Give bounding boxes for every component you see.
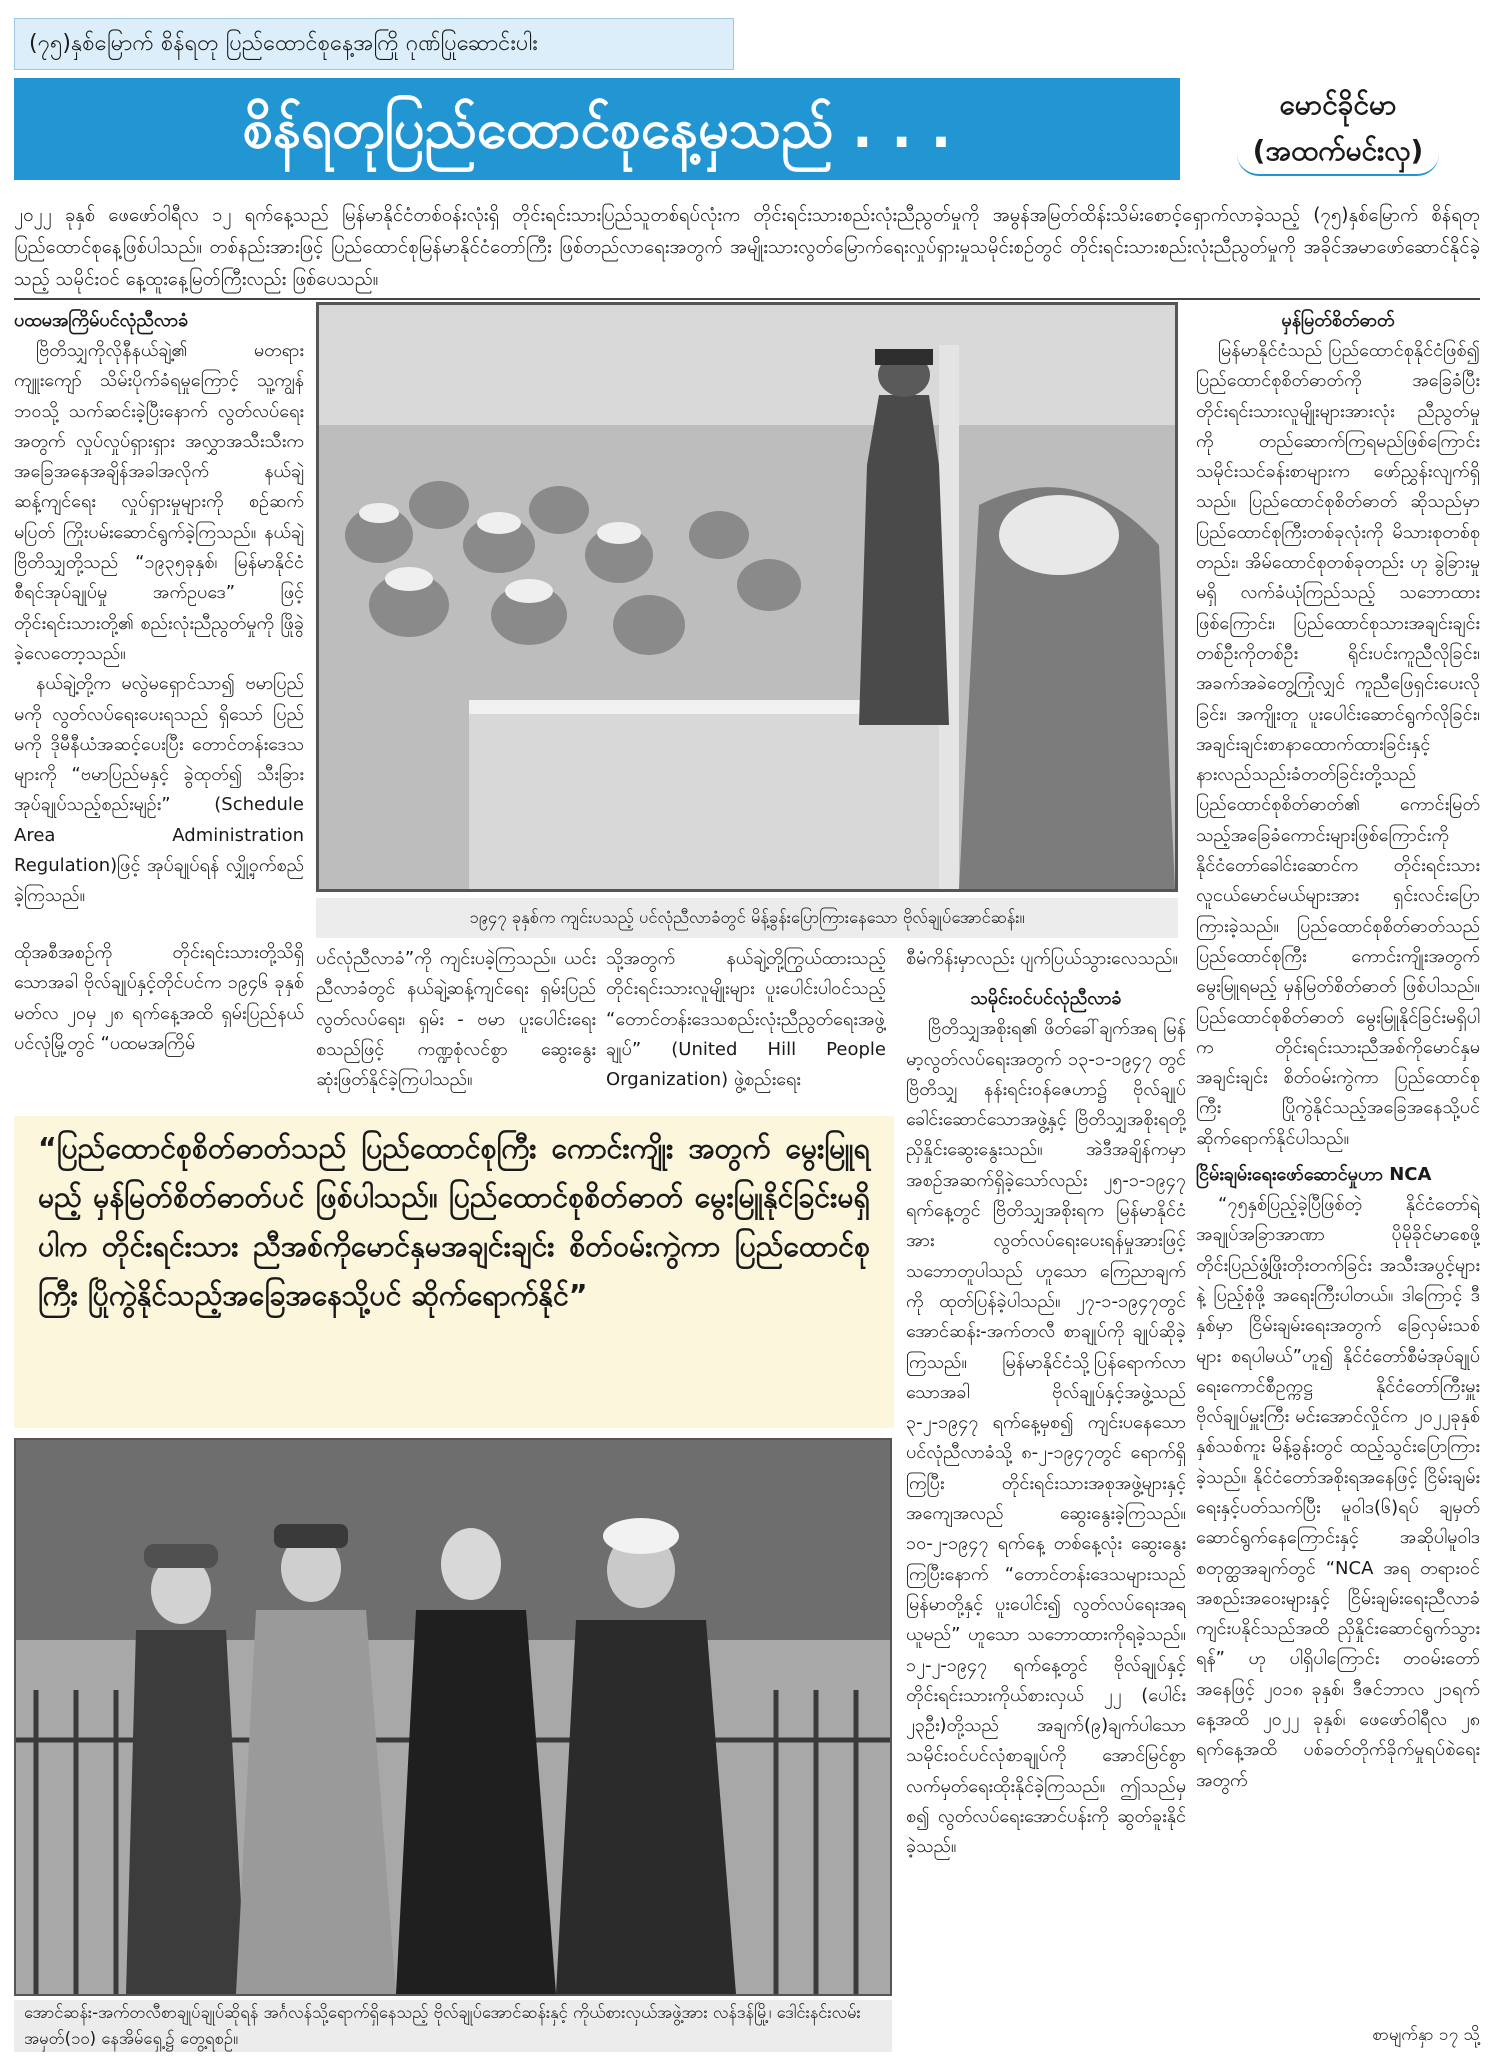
col1-subhead: ပထမအကြိမ်ပင်လုံညီလာခံ [14, 310, 189, 331]
col1-paragraph-1: ဗြိတိသျှကိုလိုနီနယ်ချဲ့၏ မတရားကျူးကျော် သိမ်းပိုက်ခံရမှုကြောင့် သူ့ကျွန်ဘဝသို့ သက်ဆင်းခဲ့ပြီးနောက် လွတ်လပ်ရေးအတွက် လှုပ်လှုပ်ရှားရှား အလွှာအသီးသီးက အခြေအနေအချိန်အခါအလိုက် နယ်ချဲ့ဆန့်ကျင်ရေး လှုပ်ရှားမှုများကို စဉ်ဆက်မပြတ် ကြိုးပမ်းဆောင်ရွက်ခဲ့ကြသည်။ နယ်ချဲ့ဗြိတိသျှတို့သည် “၁၉၃၅ခုနှစ်၊ မြန်မာနိုင်ငံ စီရင်အုပ်ချုပ်မှု အက်ဥပဒေ” ဖြင့် တိုင်းရင်းသားတို့၏ စည်းလုံးညီညွတ်မှုကို ဖြိုခွဲခဲ့လေတော့သည်။ [14, 340, 304, 664]
col2-text: ပင်လုံညီလာခံ”ကို ကျင်းပခဲ့ကြသည်။ ယင်းညီလာခံတွင် နယ်ချဲ့ဆန့်ကျင်ရေး ရှမ်းပြည်လွတ်လပ်ရေး၊ ရှမ်း - ဗမာ ပူးပေါင်းရေးစသည်ဖြင့် ကဏ္ဍစုံလင်စွာ ဆွေးနွေး ဆုံးဖြတ်နိုင်ခဲ့ကြပါသည်။ [316, 948, 596, 1091]
divider [14, 298, 1480, 300]
photo-london-illustration [16, 1440, 890, 1994]
intro-paragraph: ၂၀၂၂ ခုနှစ် ဖေဖော်ဝါရီလ ၁၂ ရက်နေ့သည် မြန်မာနိုင်ငံတစ်ဝန်းလုံးရှိ တိုင်းရင်းသားပြည်သူတစ်ရပ်လုံးက တိုင်းရင်းသားစည်းလုံးညီညွတ်မှုကို အမွန်အမြတ်ထိန်းသိမ်းစောင့်ရှောက်လာခဲ့သည့် (၇၅)နှစ်မြောက် စိန်ရတု ပြည်ထောင်စုနေ့ဖြစ်ပါသည်။ တစ်နည်းအားဖြင့် ပြည်ထောင်စုမြန်မာနိုင်ငံတော်ကြီး ဖြစ်တည်လာရေးအတွက် အမျိုးသားလွတ်မြောက်ရေးလှုပ်ရှားမှုသမိုင်းစဉ်တွင် တိုင်းရင်းသားစည်းလုံးညီညွတ်မှုကို အခိုင်အမာဖော်ဆောင်နိုင်ခဲ့သည့် သမိုင်းဝင် နေ့ထူးနေ့မြတ်ကြီးလည်း ဖြစ်ပေသည်။ [14, 205, 1480, 290]
photo-pinlong-caption: ၁၉၄၇ ခုနှစ်က ကျင်းပသည့် ပင်လုံညီလာခံတွင် မိန့်ခွန်းပြောကြားနေသော ဗိုလ်ချုပ်အောင်ဆန်း။ [316, 898, 1178, 938]
kicker-banner: (၇၅)နှစ်မြောက် စိန်ရတု ပြည်ထောင်စုနေ့အကြို ဂုဏ်ပြုဆောင်းပါး [14, 18, 734, 70]
headline: စိန်ရတုပြည်ထောင်စုနေ့မှသည် . . . [14, 78, 1180, 180]
continued-note: စာမျက်နှာ ၁၇ သို့ [1372, 2025, 1480, 2045]
author-name: မောင်ခိုင်မာ [1279, 88, 1397, 121]
column-3 [606, 944, 886, 1114]
col4-paragraph: ဗြိတိသျှအစိုးရ၏ ဖိတ်ခေါ်ချက်အရ မြန်မာ့လွတ်လပ်ရေးအတွက် ၁၃-၁-၁၉၄၇ တွင် ဗြိတိသျှ နန်းရင်းဝန်ဇေဟာ၌ ဗိုလ်ချုပ်ခေါင်းဆောင်သောအဖွဲ့နှင့် ဗြိတိသျှအစိုးရတို့ ညှိနှိုင်းဆွေးနွေးသည်။ အဲဒီအချိန်ကမှာ အစဉ်အဆက်ရှိခဲ့သော်လည်း ၂၅-၁-၁၉၄၇ ရက်နေ့တွင် ဗြိတိသျှအစိုးရက မြန်မာနိုင်ငံအား လွတ်လပ်ရေးပေးရန်မှုအားဖြင့် သဘောတူပါသည် ဟူသော ကြေညာချက်ကို ထုတ်ပြန်ခဲ့ပါသည်။ ၂၇-၁-၁၉၄၇တွင် အောင်ဆန်း-အက်တလီ စာချုပ်ကို ချုပ်ဆိုခဲ့ကြသည်။ မြန်မာနိုင်ငံသို့ပြန်ရောက်လာသောအခါ ဗိုလ်ချုပ်နှင့်အဖွဲ့သည် ၃-၂-၁၉၄၇ ရက်နေ့မှစ၍ ကျင်းပနေသော ပင်လုံညီလာခံသို့ ၈-၂-၁၉၄၇တွင် ရောက်ရှိကြပြီး တိုင်းရင်းသားအစုအဖွဲ့များနှင့် အကျေအလည် ဆွေးနွေးခဲ့ကြသည်။ ၁၀-၂-၁၉၄၇ ရက်နေ့ တစ်နေ့လုံး ဆွေးနွေးကြပြီးနောက် “တောင်တန်းဒေသများသည် မြန်မာတို့နှင့် ပူးပေါင်း၍ လွတ်လပ်ရေးအရယူမည်” ဟူသော သဘောထားကိုရခဲ့သည်။ ၁၂-၂-၁၉၄၇ ရက်နေ့တွင် ဗိုလ်ချုပ်နှင့် တိုင်းရင်းသားကိုယ်စားလှယ် ၂၂ (ပေါင်း ၂၃ဦး)တို့သည် အချက်(၉)ချက်ပါသော သမိုင်းဝင်ပင်လုံစာချုပ်ကို အောင်မြင်စွာ လက်မှတ်ရေးထိုးနိုင်ခဲ့ကြသည်။ ဤသည်မှစ၍ လွတ်လပ်ရေးအောင်ပန်းကို ဆွတ်ခူးနိုင်ခဲ့သည်။ [906, 1018, 1186, 1858]
col1-paragraph-2: နယ်ချဲ့တို့က မလွဲမရှောင်သာ၍ ဗမာပြည်မကို လွတ်လပ်ရေးပေးရသည် ရှိသော် ပြည်မကို ဒိုမီနီယံအဆင့်ပေးပြီး တောင်တန်းဒေသများကို “ဗမာပြည်မနှင့် ခွဲထုတ်၍ သီးခြားအုပ်ချုပ်သည့်စည်းမျဉ်း” (Schedule Area Administration Regulation)ဖြင့် အုပ်ချုပ်ရန် လျှို့ဝှက်စည်ခဲ့ကြသည်။ [14, 673, 304, 907]
column-1-cont [14, 938, 304, 1114]
col3-text: သို့အတွက် နယ်ချဲ့တို့ကြွယ်ထားသည့် တိုင်းရင်းသားလူမျိုးများ ပူးပေါင်းပါဝင်သည့် “တောင်တန်းဒေသစည်းလုံးညီညွတ်ရေးအဖွဲ့ချုပ်” (United Hill People Organization) ဖွဲ့စည်းရေး [606, 948, 886, 1091]
column-4 [906, 944, 1186, 2052]
photo-london-delegation [14, 1438, 892, 1996]
author-block [1198, 82, 1478, 176]
col5-paragraph-2: “၇၅နှစ်ပြည့်ခဲ့ပြီဖြစ်တဲ့ နိုင်ငံတော်ရဲ့ အချုပ်အခြာအာဏာ ပိုမိုခိုင်မာစေဖို့ တိုင်းပြည်ဖွံ့ဖြိုးတိုးတက်ခြင်း အသီးအပွင့်များ နဲ့ ပြည့်စုံဖို့ အရေးကြီးပါတယ်။ ဒါကြောင့် ဒီနှစ်မှာ ငြိမ်းချမ်းရေးအတွက် ခြေလှမ်းသစ်များ စရပါမယ်”ဟူ၍ နိုင်ငံတော်စီမံအုပ်ချုပ်ရေးကောင်စီဥက္ကဋ္ဌ နိုင်ငံတော်ကြီးမှူး ဗိုလ်ချုပ်မှူးကြီး မင်းအောင်လှိုင်က ၂၀၂၂ခုနှစ် နှစ်သစ်ကူး မိန့်ခွန်းတွင် ထည့်သွင်းပြောကြားခဲ့သည်။ နိုင်ငံတော်အစိုးရအနေဖြင့် ငြိမ်းချမ်းရေးနှင့်ပတ်သက်ပြီး မူဝါဒ(၆)ရပ် ချမှတ်ဆောင်ရွက်နေကြောင်းနှင့် အဆိုပါမူဝါဒ စတုတ္ထအချက်တွင် “NCA အရ တရားဝင်အစည်းအဝေးများနှင့် ငြိမ်းချမ်းရေးညီလာခံကျင်းပနိုင်သည်အထိ ညှိနှိုင်းဆောင်ရွက်သွားရန်” ဟု ပါရှိပါကြောင်း တဝမ်းတော်အနေဖြင့် ၂၀၁၈ ခုနှစ်၊ ဒီဇင်ဘာလ ၂၁ရက်နေ့အထိ ၂၀၂၂ ခုနှစ်၊ ဖေဖော်ဝါရီလ ၂၈ ရက်နေ့အထိ ပစ်ခတ်တိုက်ခိုက်မှုရပ်စဲရေးအတွက် [1196, 1194, 1480, 1791]
col5-paragraph-1: မြန်မာနိုင်ငံသည် ပြည်ထောင်စုနိုင်ငံဖြစ်၍ ပြည်ထောင်စုစိတ်ဓာတ်ကို အခြေခံပြီး တိုင်းရင်းသားလူမျိုးများအားလုံး ညီညွတ်မှုကို တည်ဆောက်ကြရမည်ဖြစ်ကြောင်း သမိုင်းသင်ခန်းစာများက ဖော်ညွှန်းလျက်ရှိသည်။ ပြည်ထောင်စုစိတ်ဓာတ် ဆိုသည်မှာ ပြည်ထောင်စုကြီးတစ်ခုလုံးကို မိသားစုတစ်စုတည်း၊ အိမ်ထောင်စုတစ်ခုတည်း ဟု ခွဲခြားမှုမရှိ လက်ခံယုံကြည်သည့် သဘောထားဖြစ်ကြောင်း၊ ပြည်ထောင်စုသားအချင်းချင်း တစ်ဦးကိုတစ်ဦး ရိုင်းပင်းကူညီလိုခြင်း၊ အခက်အခဲတွေ့ကြုံလျှင် ကူညီဖြေရှင်းပေးလိုခြင်း၊ အကျိုးတူ ပူးပေါင်းဆောင်ရွက်လိုခြင်း၊ အချင်းချင်းစာနာထောက်ထားခြင်းနှင့် နားလည်သည်းခံတတ်ခြင်းတို့သည် ပြည်ထောင်စုစိတ်ဓာတ်၏ ကောင်းမြတ်သည့်အခြေခံကောင်းများဖြစ်ကြောင်းကို နိုင်ငံတော်ခေါင်းဆောင်က တိုင်းရင်းသားလူငယ်မောင်မယ်များအား ရှင်းလင်းပြောကြားခဲ့သည်။ ပြည်ထောင်စုစိတ်ဓာတ်သည် ပြည်ထောင်စုကြီး ကောင်းကျိုးအတွက် မွေးမြူရမည့် မှန်မြတ်စိတ်ဓာတ် ဖြစ်ပါသည်။ ပြည်ထောင်စုစိတ်ဓာတ် မွေးမြူနိုင်ခြင်းမရှိပါက တိုင်းရင်းသားညီအစ်ကိုမောင်နှမအချင်းချင်း စိတ်ဝမ်းကွဲကာ ပြည်ထောင်စုကြီး ပြိုကွဲနိုင်သည့်အခြေအနေသို့ပင် ဆိုက်ရောက်နိုင်ပါသည်။ [1196, 340, 1480, 1149]
column-5 [1196, 306, 1480, 2022]
col1-continued: ထိုအစီအစဉ်ကို တိုင်းရင်းသားတို့သိရှိသောအခါ ဗိုလ်ချုပ်နှင့်တိုင်ပင်က ၁၉၄၆ ခုနှစ် မတ်လ ၂၀မှ ၂၈ ရက်နေ့အထိ ရှမ်းပြည်နယ် ပင်လုံမြို့တွင် “ပထမအကြိမ် [14, 942, 304, 1054]
col5-subhead-2: ငြိမ်းချမ်းရေးဖော်ဆောင်မှုဟာ NCA [1196, 1164, 1432, 1186]
pull-quote: “ပြည်ထောင်စုစိတ်ဓာတ်သည် ပြည်ထောင်စုကြီး ကောင်းကျိုး အတွက် မွေးမြူရမည့် မှန်မြတ်စိတ်ဓာတ်ပင် ဖြစ်ပါသည်။ ပြည်ထောင်စုစိတ်ဓာတ် မွေးမြူနိုင်ခြင်းမရှိပါက တိုင်းရင်းသား ညီအစ်ကိုမောင်နှမအချင်းချင်း စိတ်ဝမ်းကွဲကာ ပြည်ထောင်စုကြီး ပြိုကွဲနိုင်သည့်အခြေအနေသို့ပင် ဆိုက်ရောက်နိုင်” [14, 1116, 894, 1428]
author-note: (အထက်မင်းလှ) [1237, 128, 1440, 176]
column-2 [316, 944, 596, 1114]
photo-pinlong-speech [316, 302, 1178, 892]
col4-subhead: သမိုင်းဝင်ပင်လုံညီလာခံ [970, 988, 1122, 1010]
column-1 [14, 306, 304, 940]
col5-subhead: မှန်မြတ်စိတ်ဓာတ် [1281, 310, 1395, 331]
photo-london-caption: အောင်ဆန်း-အက်တလီစာချုပ်ချုပ်ဆိုရန် အင်္ဂလန်သို့ရောက်ရှိနေသည့် ဗိုလ်ချုပ်အောင်ဆန်းနှင့် ကိုယ်စားလှယ်အဖွဲ့အား လန်ဒန်မြို့၊ ဒေါင်းနင်းလမ်း အမှတ်(၁၀) နေအိမ်ရှေ့၌ တွေ့ရစဉ်။ [14, 2000, 892, 2052]
col4-intro: စီမံကိန်းမှာလည်း ပျက်ပြယ်သွားလေသည်။ [906, 948, 1178, 969]
photo-pinlong-illustration [319, 305, 1175, 889]
